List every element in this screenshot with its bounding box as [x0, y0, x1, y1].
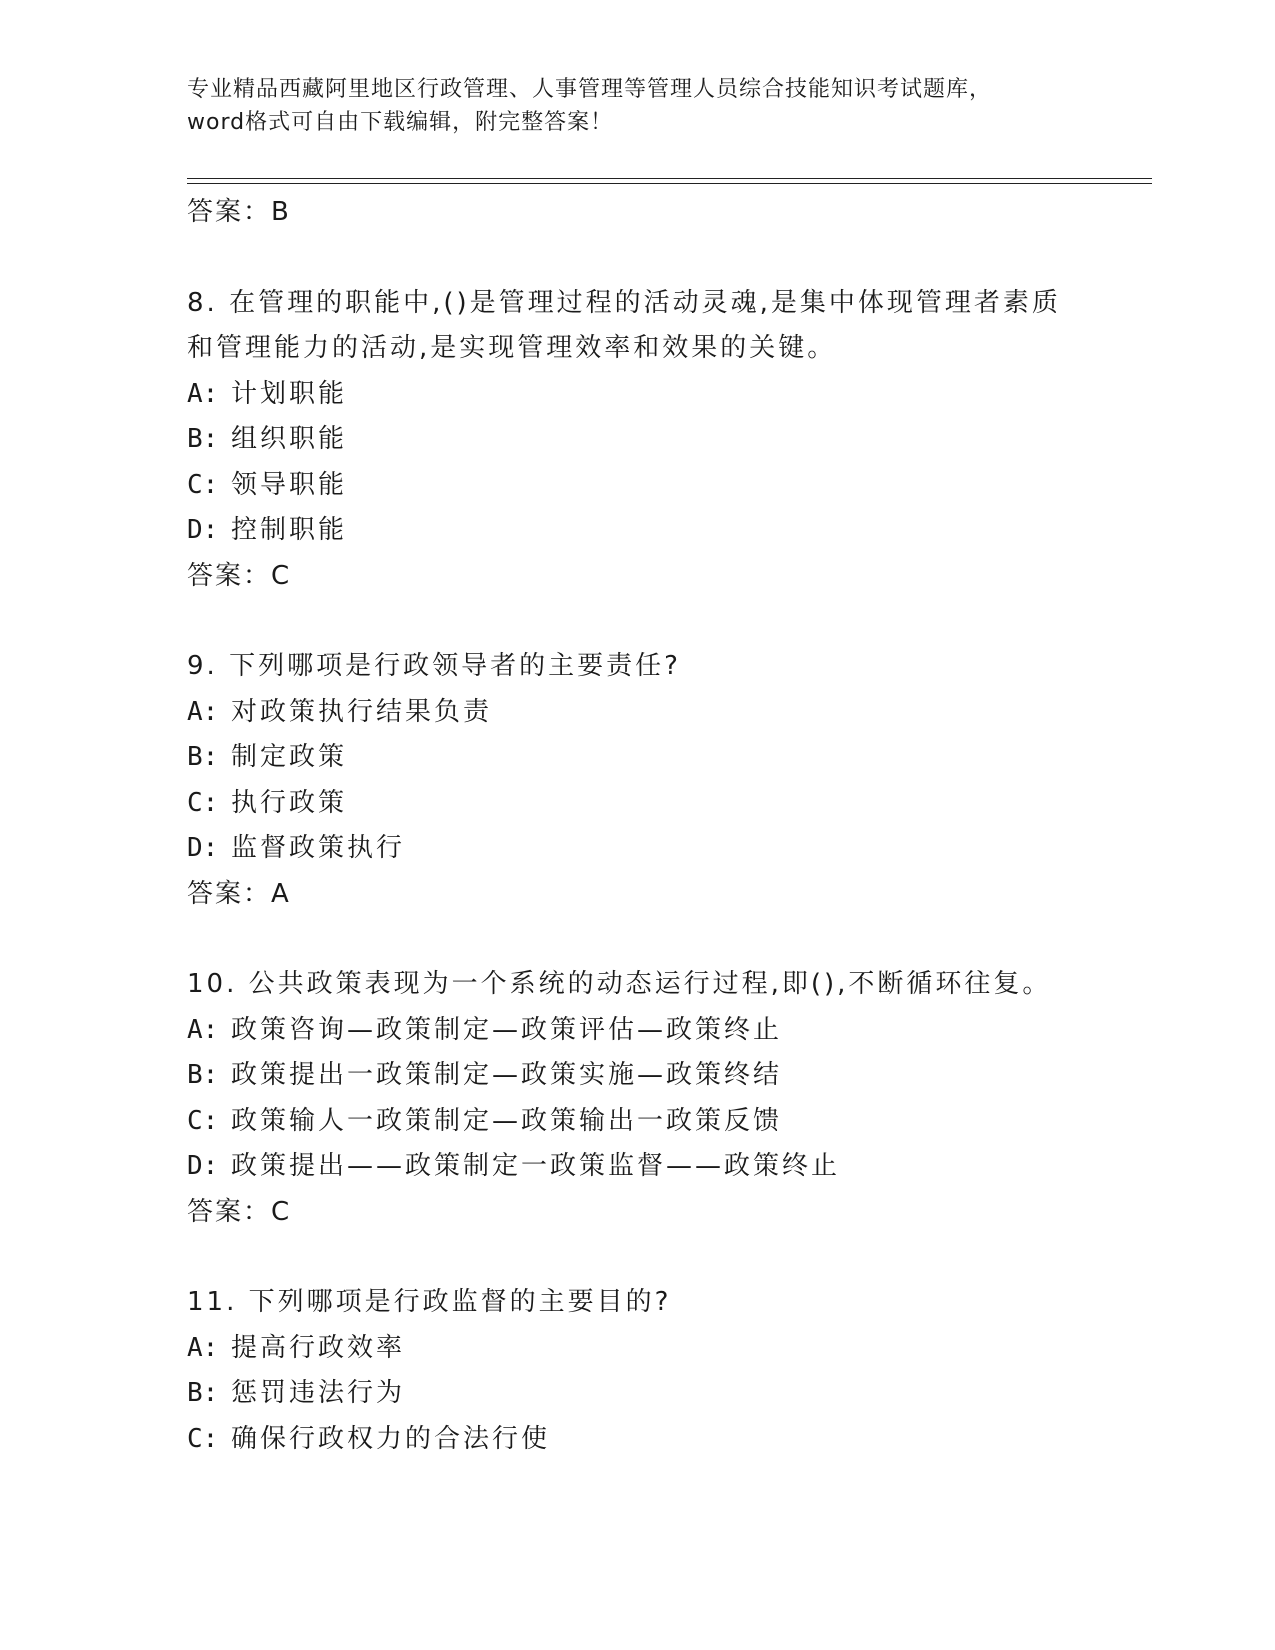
option-key: B: [187, 1378, 219, 1408]
option-text: 政策咨询—政策制定—政策评估—政策终止 [231, 1014, 783, 1045]
option-text: 政策输人一政策制定—政策输出一政策反馈 [231, 1105, 783, 1136]
spacer [187, 236, 1147, 281]
answer-line: 答案：A [187, 878, 291, 909]
option-text: 惩罚违法行为 [231, 1378, 406, 1408]
option-c [187, 1099, 1147, 1145]
question-stem: 9. 下列哪项是行政领导者的主要责任? [187, 651, 681, 681]
spacer [187, 1235, 1147, 1280]
option-key: C: [187, 1105, 219, 1136]
option-b [187, 1371, 1147, 1417]
option-c [187, 781, 1147, 827]
option-b [187, 735, 1147, 781]
option-text: 执行政策 [231, 787, 348, 818]
question-11 [187, 1280, 1147, 1462]
option-d [187, 1144, 1147, 1190]
header-line-1: 专业精品西藏阿里地区行政管理、人事管理等管理人员综合技能知识考试题库， [187, 77, 993, 102]
previous-answer: 答案：B [187, 197, 291, 227]
option-text: 确保行政权力的合法行使 [231, 1423, 551, 1454]
option-text: 控制职能 [231, 515, 348, 545]
header-line-2: word格式可自由下载编辑，附完整答案！ [187, 110, 614, 135]
option-text: 制定政策 [231, 742, 348, 772]
option-a [187, 372, 1147, 418]
option-d [187, 826, 1147, 872]
option-text: 领导职能 [231, 469, 348, 500]
option-key: D: [187, 515, 219, 545]
question-stem: 和管理能力的活动,是实现管理效率和效果的关键。 [187, 333, 837, 363]
question-10 [187, 962, 1147, 1235]
answer-line: 答案：C [187, 560, 292, 591]
option-text: 组织职能 [231, 424, 348, 454]
option-d [187, 508, 1147, 554]
option-key: C: [187, 787, 219, 818]
option-text: 计划职能 [231, 378, 348, 409]
option-key: A: [187, 1014, 219, 1045]
question-list [187, 190, 1147, 1462]
spacer [187, 917, 1147, 962]
option-text: 政策提出一政策制定—政策实施—政策终结 [231, 1060, 783, 1090]
spacer [187, 599, 1147, 644]
option-a [187, 690, 1147, 736]
option-a [187, 1008, 1147, 1054]
option-key: A: [187, 378, 219, 409]
option-key: A: [187, 1332, 219, 1363]
option-a [187, 1326, 1147, 1372]
question-stem: 8. 在管理的职能中,()是管理过程的活动灵魂,是集中体现管理者素质 [187, 287, 1061, 318]
option-c [187, 463, 1147, 509]
question-stem: 10. 公共政策表现为一个系统的动态运行过程,即(),不断循环往复。 [187, 969, 1052, 999]
option-c [187, 1417, 1147, 1463]
option-key: A: [187, 696, 219, 727]
header-divider-top [187, 178, 1152, 179]
option-key: D: [187, 1151, 219, 1181]
option-key: C: [187, 469, 219, 500]
option-text: 政策提出——政策制定一政策监督——政策终止 [231, 1151, 841, 1181]
option-key: B: [187, 742, 219, 772]
page-header [187, 73, 1087, 139]
option-b [187, 417, 1147, 463]
question-stem: 11. 下列哪项是行政监督的主要目的? [187, 1287, 672, 1317]
option-text: 对政策执行结果负责 [231, 696, 493, 727]
answer-line: 答案：C [187, 1196, 292, 1227]
question-9 [187, 644, 1147, 917]
option-key: B: [187, 1060, 219, 1090]
question-8 [187, 281, 1147, 600]
option-text: 提高行政效率 [231, 1332, 406, 1363]
option-b [187, 1053, 1147, 1099]
option-text: 监督政策执行 [231, 833, 406, 863]
option-key: C: [187, 1423, 219, 1454]
option-key: D: [187, 833, 219, 863]
header-divider-bottom [187, 183, 1152, 184]
option-key: B: [187, 424, 219, 454]
